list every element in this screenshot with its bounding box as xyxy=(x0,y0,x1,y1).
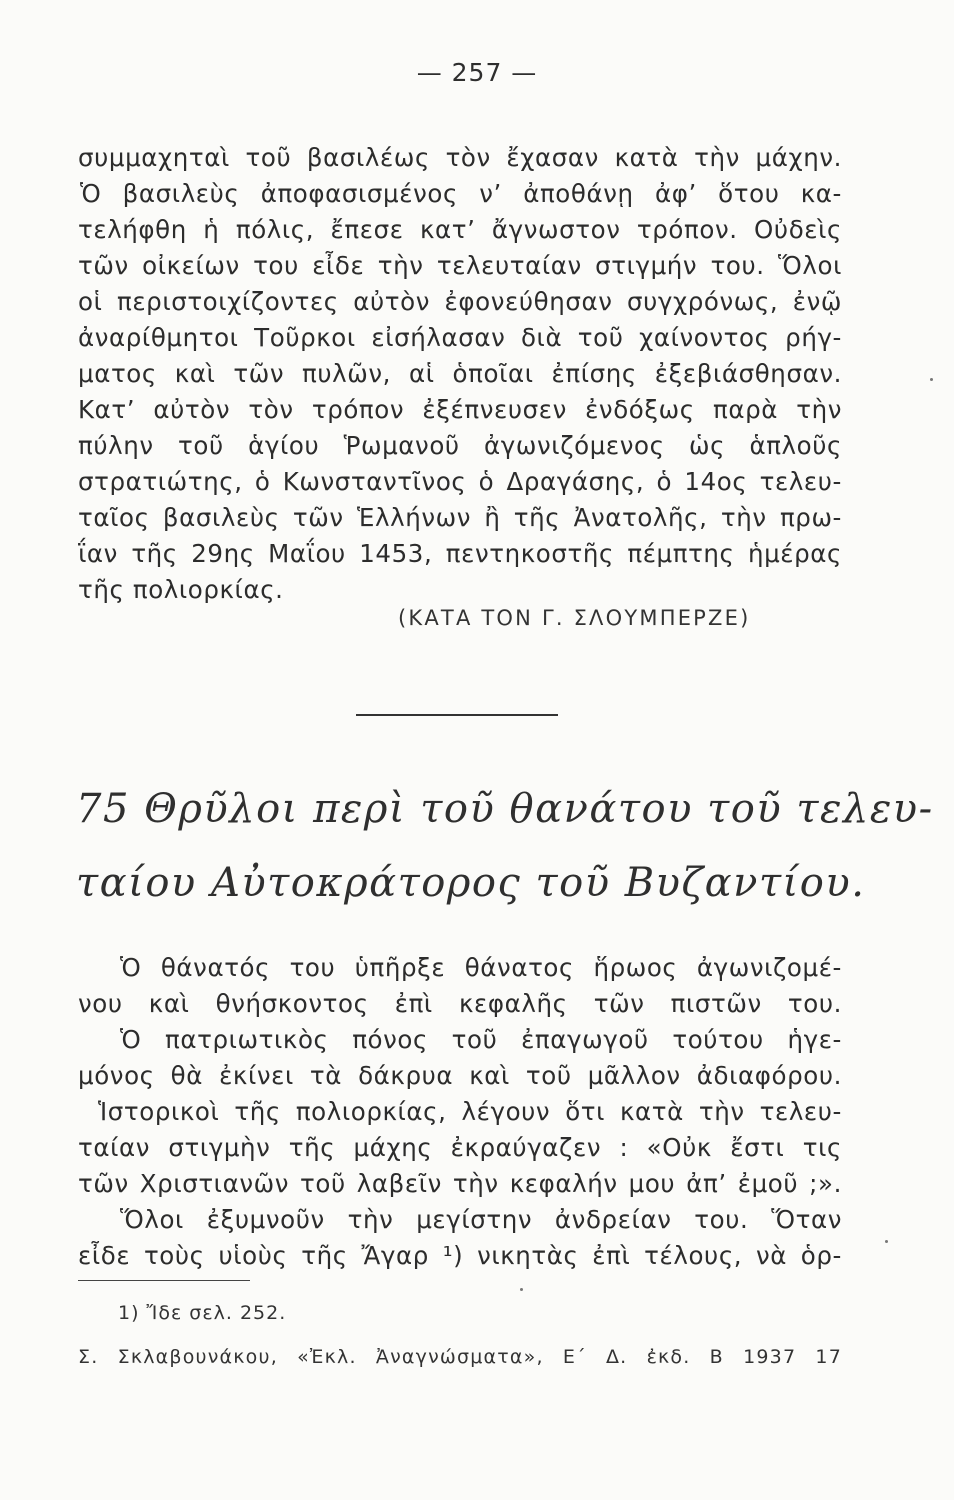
paragraph-1-line: ΐαν τῆς 29ης Μαΐου 1453, πεντηκοστῆς πέμπτης ἡμέρας xyxy=(78,539,842,568)
paragraph-1-line: πύλην τοῦ ἁγίου Ῥωμανοῦ ἀγωνιζόμενος ὡς ἁπλοῦς xyxy=(78,431,842,460)
paragraph-1-line: τῆς πολιορκίας. xyxy=(78,575,284,604)
footnote: 1) Ἴδε σελ. 252. xyxy=(118,1302,287,1324)
paragraph-1-line: τῶν οἰκείων του εἶδε τὴν τελευταίαν στιγμήν του. Ὅλοι xyxy=(78,251,842,280)
chapter-heading-line-1: 75 Θρῦλοι περὶ τοῦ θανάτου τοῦ τελευ- xyxy=(76,786,934,832)
attribution: (ΚΑΤΑ ΤΟΝ Γ. ΣΛΟΥΜΠΕΡΖΕ) xyxy=(398,606,751,630)
book-source-line: Σ. Σκλαβουνάκου, «Ἐκλ. Ἀναγνώσματα», Ε΄ Δ. ἐκδ. Β 1937 17 xyxy=(78,1346,842,1368)
paragraph-1-line: Ὁ βασιλεὺς ἀποφασισμένος ν’ ἀποθάνῃ ἀφ’ ὅτου κα- xyxy=(80,179,842,208)
paragraph-2-line: Ὁ πατριωτικὸς πόνος τοῦ ἐπαγωγοῦ τούτου ἡγε- xyxy=(120,1025,842,1054)
paragraph-2 xyxy=(78,950,842,1274)
paragraph-2-line: τῶν Χριστιανῶν τοῦ λαβεῖν τὴν κεφαλήν μου ἀπ’ ἐμοῦ ;». xyxy=(78,1169,842,1198)
paragraph-2-line: μόνος θὰ ἐκίνει τὰ δάκρυα καὶ τοῦ μᾶλλον ἀδιαφόρου. xyxy=(78,1061,842,1090)
paragraph-2-line: εἶδε τοὺς υἱοὺς τῆς Ἄγαρ ¹) νικητὰς ἐπὶ τέλους, νὰ ὁρ- xyxy=(78,1241,842,1270)
paragraph-1-line: συμμαχηταὶ τοῦ βασιλέως τὸν ἔχασαν κατὰ τὴν μάχην. xyxy=(78,143,842,172)
paragraph-2-line: Ἱστορικοὶ τῆς πολιορκίας, λέγουν ὅτι κατὰ τὴν τελευ- xyxy=(98,1097,842,1126)
paper-speck xyxy=(885,1240,888,1243)
paragraph-2-line: νου καὶ θνήσκοντος ἐπὶ κεφαλῆς τῶν πιστῶν του. xyxy=(78,989,842,1018)
section-divider xyxy=(356,714,558,716)
chapter-heading-line-2: ταίου Αὐτοκράτορος τοῦ Βυζαντίου. xyxy=(76,860,866,906)
paragraph-1-line: ἀναρίθμητοι Τοῦρκοι εἰσήλασαν διὰ τοῦ χαίνοντος ρήγ- xyxy=(78,323,842,352)
paragraph-1-line: στρατιώτης, ὁ Κωνσταντῖνος ὁ Δραγάσης, ὁ 14ος τελευ- xyxy=(78,467,842,496)
paragraph-2-line: Ὅλοι ἐξυμνοῦν τὴν μεγίστην ἀνδρείαν του. Ὅταν xyxy=(120,1205,842,1234)
paragraph-1-line: Κατ’ αὐτὸν τὸν τρόπον ἐξέπνευσεν ἐνδόξως παρὰ τὴν xyxy=(78,395,842,424)
paragraph-1 xyxy=(78,140,842,608)
paragraph-1-line: τελήφθη ἡ πόλις, ἔπεσε κατ’ ἄγνωστον τρόπον. Οὐδεὶς xyxy=(78,215,842,244)
paragraph-2-line: ταίαν στιγμὴν τῆς μάχης ἐκραύγαζεν : «Οὐκ ἔστι τις xyxy=(78,1133,842,1162)
paper-speck xyxy=(930,378,933,381)
paragraph-2-line: Ὁ θάνατός του ὑπῆρξε θάνατος ἥρωος ἀγωνιζομέ- xyxy=(120,953,842,982)
paragraph-1-line: ματος καὶ τῶν πυλῶν, αἱ ὁποῖαι ἐπίσης ἐξεβιάσθησαν. xyxy=(78,359,842,388)
page-number: — 257 — xyxy=(416,58,538,87)
paragraph-1-line: ταῖος βασιλεὺς τῶν Ἑλλήνων ἢ τῆς Ἀνατολῆς, τὴν πρω- xyxy=(78,503,842,532)
paragraph-1-line: οἱ περιστοιχίζοντες αὐτὸν ἐφονεύθησαν συγχρόνως, ἐνῷ xyxy=(78,287,842,316)
paper-speck xyxy=(520,1288,523,1291)
footnote-rule xyxy=(78,1280,250,1281)
